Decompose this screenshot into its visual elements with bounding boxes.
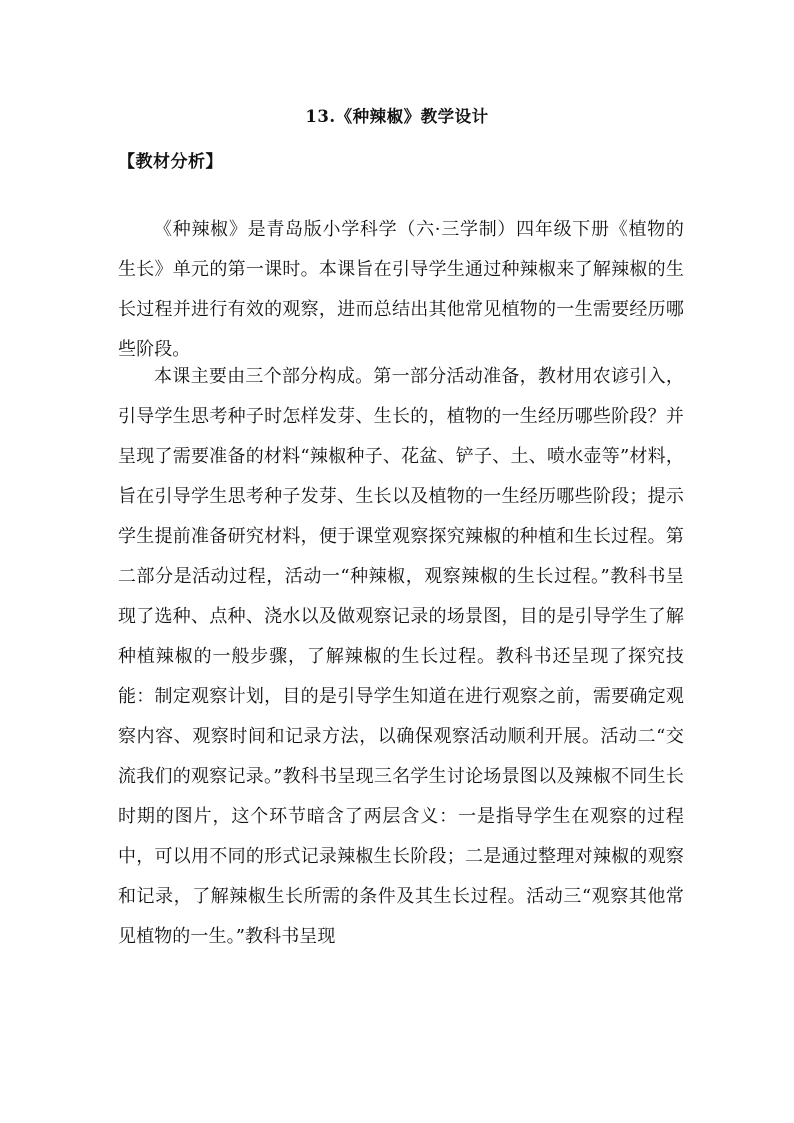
paragraph-2: 本课主要由三个部分构成。第一部分活动准备，教材用农谚引入，引导学生思考种子时怎样发芽、生长的，植物的一生经历哪些阶段？并呈现了需要准备的材料“辣椒种子、花盆、铲子、土、喷水壶等”材料，旨在引导学生思考种子发芽、生长以及植物的一生经历哪些阶段；提示学生提前准备研究材料，便于课堂观察探究辣椒的种植和生长过程。第二部分是活动过程，活动一“种辣椒，观察辣椒的生长过程。”教科书呈现了选种、点种、浇水以及做观察记录的场景图，目的是引导学生了解种植辣椒的一般步骤，了解辣椒的生长过程。教科书还呈现了探究技能：制定观察计划，目的是引导学生知道在进行观察之前，需要确定观察内容、观察时间和记录方法，以确保观察活动顺利开展。活动二“交流我们的观察记录。”教科书呈现三名学生讨论场景图以及辣椒不同生长时期的图片，这个环节暗含了两层含义：一是指导学生在观察的过程中，可以用不同的形式记录辣椒生长阶段；二是通过整理对辣椒的观察和记录，了解辣椒生长所需的条件及其生长过程。活动三“观察其他常见植物的一生。”教科书呈现 xyxy=(118,366,684,947)
paragraph-block xyxy=(118,210,684,370)
document-title: 13.《种辣椒》教学设计 xyxy=(305,107,489,126)
section-heading: 【教材分析】 xyxy=(118,152,223,172)
paragraph-1: 《种辣椒》是青岛版小学科学（六·三学制）四年级下册《植物的生长》单元的第一课时。本课旨在引导学生通过种辣椒来了解辣椒的生长过程并进行有效的观察，进而总结出其他常见植物的一生需要经历哪些阶段。 xyxy=(118,219,684,360)
paragraph-block xyxy=(118,357,684,957)
